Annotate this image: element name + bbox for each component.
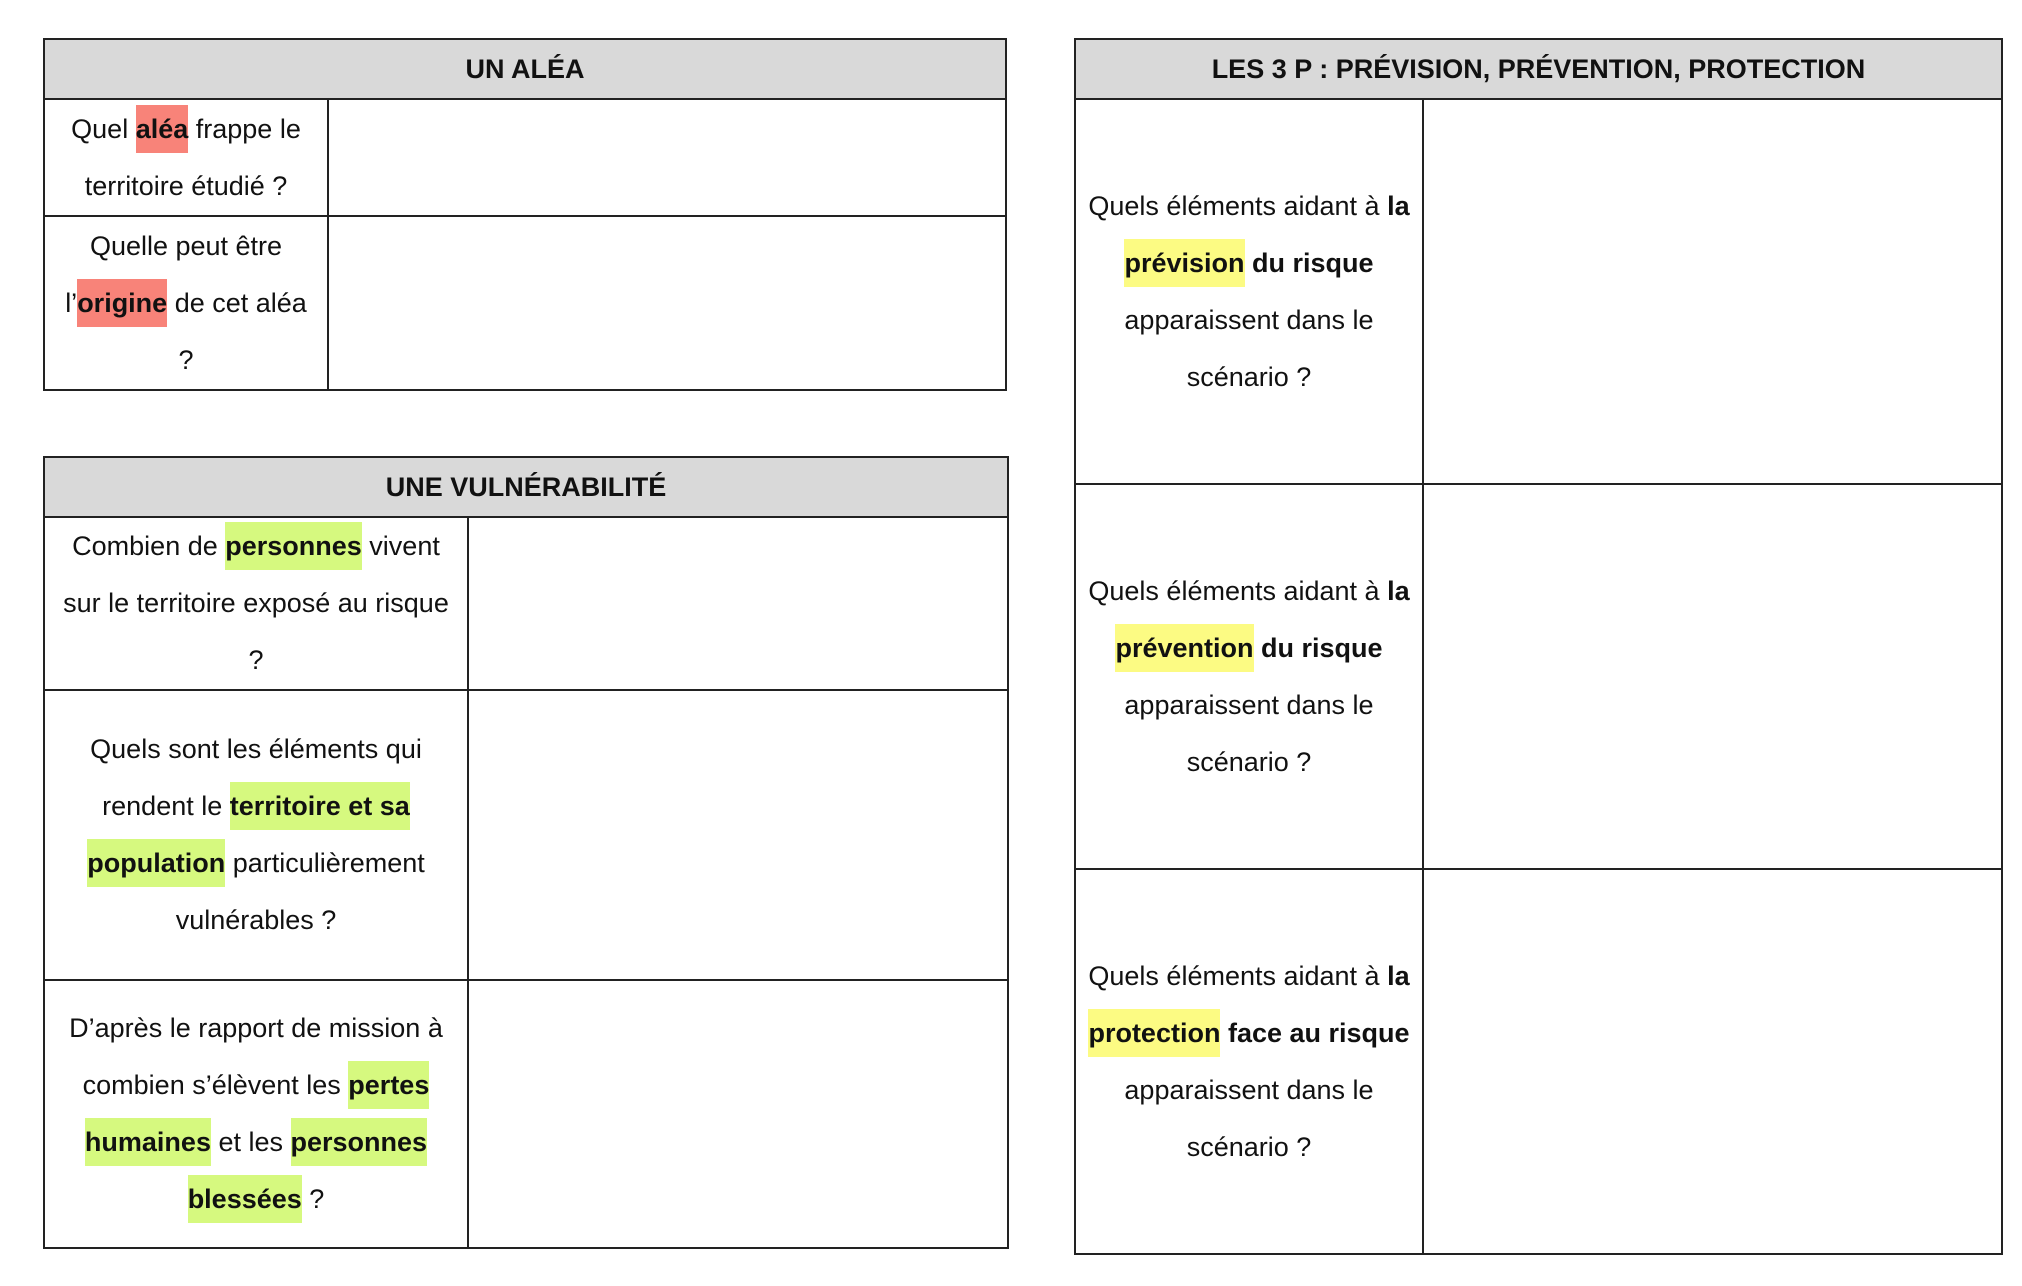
vulnerabilite-header: UNE VULNÉRABILITÉ bbox=[44, 457, 1008, 517]
highlight-protection: protection bbox=[1088, 1009, 1220, 1057]
alea-answer-2[interactable] bbox=[328, 216, 1006, 390]
trois-p-question-prevention: Quels éléments aidant à la prévention du risque apparaissent dans le scénario ? bbox=[1075, 484, 1423, 869]
vulnerabilite-question-3: D’après le rapport de mission à combien s’élèvent les pertes humaines et les personnes blessées ? bbox=[44, 980, 468, 1248]
highlight-personnes: personnes bbox=[225, 522, 362, 570]
trois-p-answer-prevision[interactable] bbox=[1423, 99, 2002, 484]
highlight-prevention: prévention bbox=[1115, 624, 1253, 672]
trois-p-header: LES 3 P : PRÉVISION, PRÉVENTION, PROTECTION bbox=[1075, 39, 2002, 99]
trois-p-table bbox=[1074, 38, 2003, 1255]
highlight-alea: aléa bbox=[136, 105, 189, 153]
trois-p-answer-protection[interactable] bbox=[1423, 869, 2002, 1254]
vulnerabilite-answer-1[interactable] bbox=[468, 517, 1008, 690]
highlight-pertes-humaines: pertes humaines bbox=[85, 1061, 429, 1166]
vulnerabilite-table bbox=[43, 456, 1009, 1249]
trois-p-answer-prevention[interactable] bbox=[1423, 484, 2002, 869]
highlight-origine: origine bbox=[77, 279, 167, 327]
alea-header: UN ALÉA bbox=[44, 39, 1006, 99]
vulnerabilite-answer-2[interactable] bbox=[468, 690, 1008, 980]
alea-question-1: Quel aléa frappe le territoire étudié ? bbox=[44, 99, 328, 216]
alea-table bbox=[43, 38, 1007, 391]
trois-p-question-protection: Quels éléments aidant à la protection face au risque apparaissent dans le scénario ? bbox=[1075, 869, 1423, 1254]
alea-answer-1[interactable] bbox=[328, 99, 1006, 216]
highlight-territoire-population: territoire et sa population bbox=[87, 782, 410, 887]
vulnerabilite-answer-3[interactable] bbox=[468, 980, 1008, 1248]
alea-question-2: Quelle peut être l’origine de cet aléa ? bbox=[44, 216, 328, 390]
vulnerabilite-question-2: Quels sont les éléments qui rendent le territoire et sa population particulièrement vulnérables ? bbox=[44, 690, 468, 980]
trois-p-question-prevision: Quels éléments aidant à la prévision du risque apparaissent dans le scénario ? bbox=[1075, 99, 1423, 484]
vulnerabilite-question-1: Combien de personnes vivent sur le territoire exposé au risque ? bbox=[44, 517, 468, 690]
highlight-personnes-blessees: personnes blessées bbox=[188, 1118, 427, 1223]
highlight-prevision: prévision bbox=[1124, 239, 1244, 287]
